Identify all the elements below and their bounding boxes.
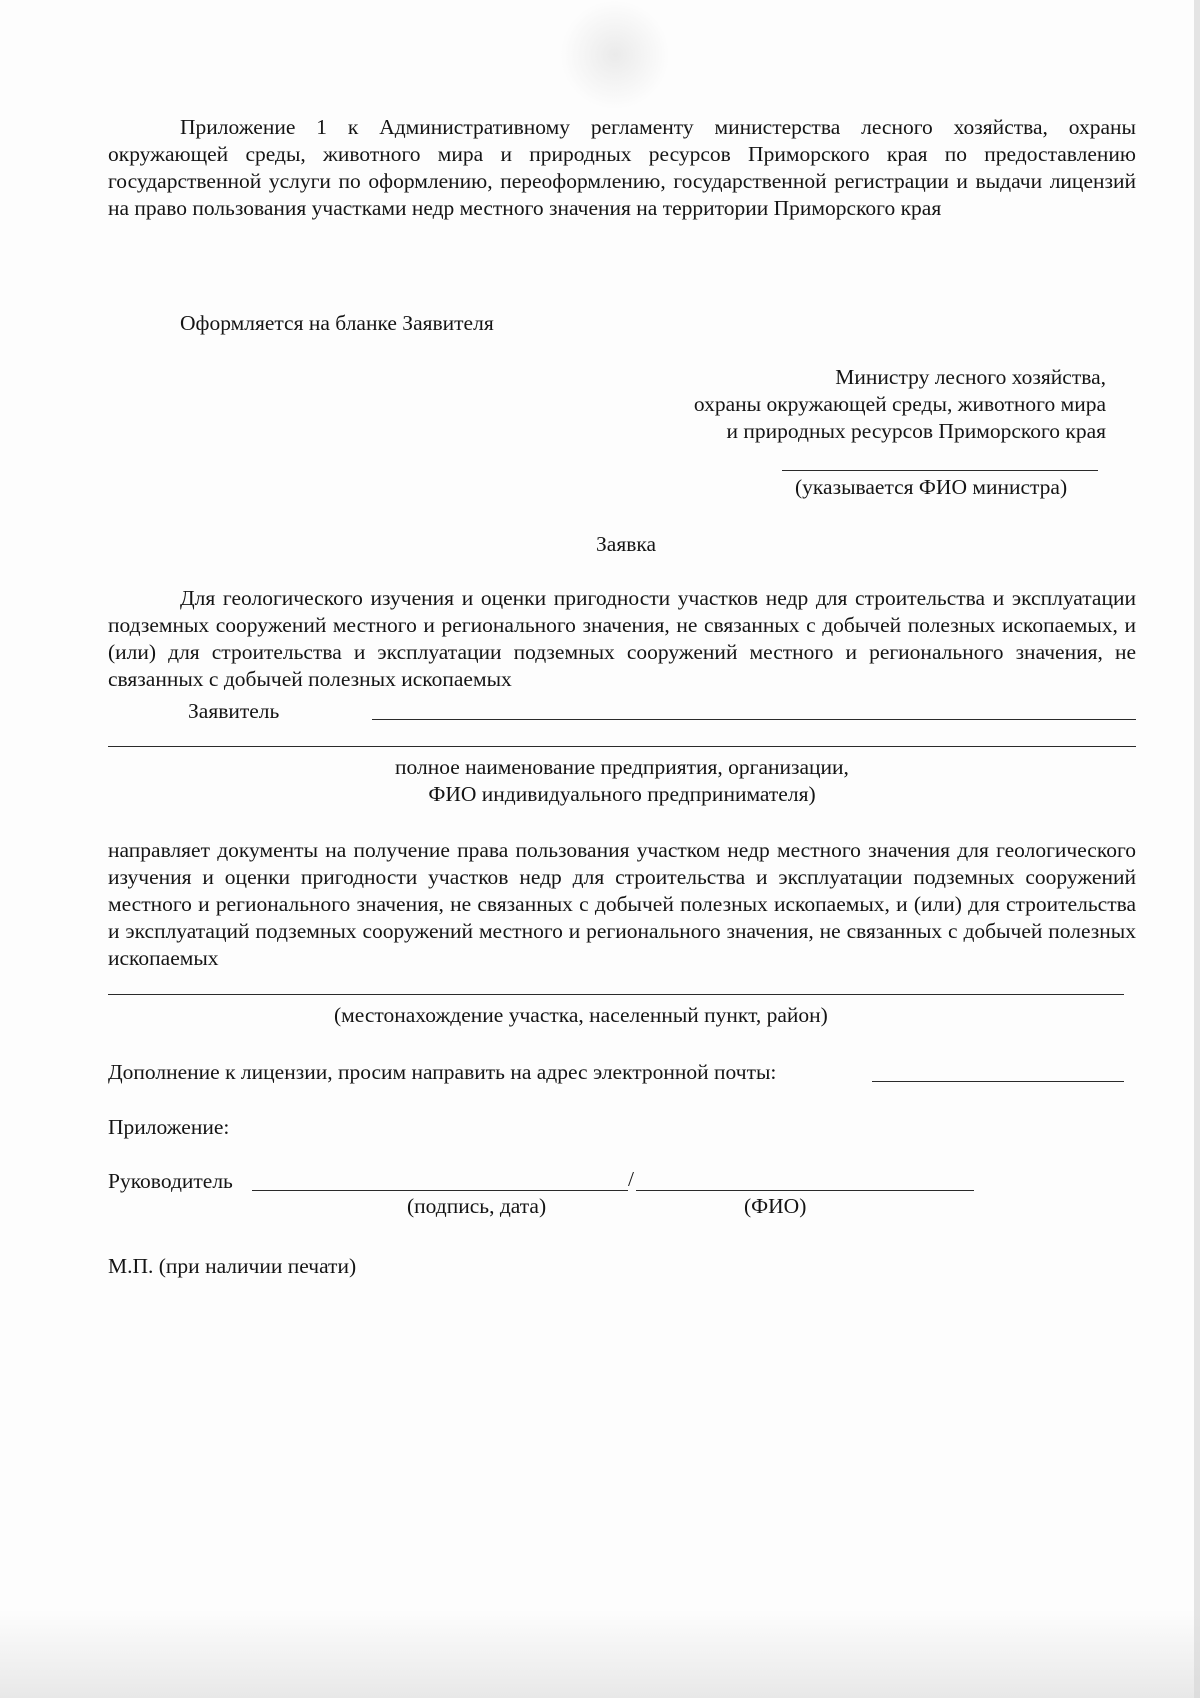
applicant-field-line-2[interactable]	[108, 746, 1136, 747]
attachment-label: Приложение:	[108, 1115, 230, 1139]
addressee-line-3: и природных ресурсов Приморского края	[726, 419, 1106, 443]
request-paragraph: направляет документы на получение права пользования участком недр местного значения для геологического изучения и оценки пригодности участков недр для строительства и эксплуатации подземных сооружений местного и регионального значения, не связанных с добычей полезных ископаемых, и (или) для строительства и эксплуатаций подземных сооружений местного и регионального значения, не связанных с добычей полезных ископаемых	[108, 838, 1136, 970]
applicant-caption	[108, 754, 1136, 808]
signature-caption: (подпись, дата)	[407, 1194, 547, 1218]
signature-field-line[interactable]	[252, 1190, 628, 1191]
scan-artifact-top	[560, 0, 670, 110]
email-field-line[interactable]	[872, 1081, 1124, 1082]
email-request-label: Дополнение к лицензии, просим направить на адрес электронной почты:	[108, 1060, 777, 1084]
applicant-caption-line-1: полное наименование предприятия, организации,	[395, 755, 849, 779]
applicant-caption-line-2: ФИО индивидуального предпринимателя)	[428, 782, 816, 806]
scan-artifact-bottom	[0, 1610, 1200, 1698]
signature-label: Руководитель	[108, 1169, 233, 1193]
signature-separator: /	[628, 1167, 634, 1191]
minister-name-caption: (указывается ФИО министра)	[795, 475, 1068, 499]
appendix-heading: Приложение 1 к Административному регламенту министерства лесного хозяйства, охраны окружающей среды, животного мира и природных ресурсов Приморского края по предоставлению государственной услуги по оформлению, переоформлению, государственной регистрации и выдачи лицензий на право пользования участками недр местного значения на территории Приморского края	[108, 115, 1136, 220]
addressee-block	[600, 364, 1106, 445]
addressee-line-1: Министру лесного хозяйства,	[835, 365, 1106, 389]
applicant-field-line-1[interactable]	[372, 719, 1136, 720]
signer-name-caption: (ФИО)	[744, 1194, 807, 1218]
seal-note: М.П. (при наличии печати)	[108, 1254, 357, 1278]
purpose-paragraph: Для геологического изучения и оценки пригодности участков недр для строительства и эксплуатации подземных сооружений местного и регионального значения, не связанных с добычей полезных ископаемых, и (или) для строительства и эксплуатации подземных сооружений местного и регионального значения, не связанных с добычей полезных ископаемых	[108, 586, 1136, 691]
addressee-line-2: охраны окружающей среды, животного мира	[693, 392, 1106, 416]
scan-edge-right	[1194, 0, 1200, 1698]
location-caption: (местонахождение участка, населенный пункт, район)	[334, 1003, 828, 1027]
minister-name-line[interactable]	[782, 470, 1098, 471]
signer-name-field-line[interactable]	[636, 1190, 974, 1191]
location-field-line[interactable]	[108, 994, 1124, 995]
document-title: Заявка	[596, 532, 657, 556]
form-note: Оформляется на бланке Заявителя	[180, 311, 494, 335]
applicant-label: Заявитель	[188, 699, 280, 723]
